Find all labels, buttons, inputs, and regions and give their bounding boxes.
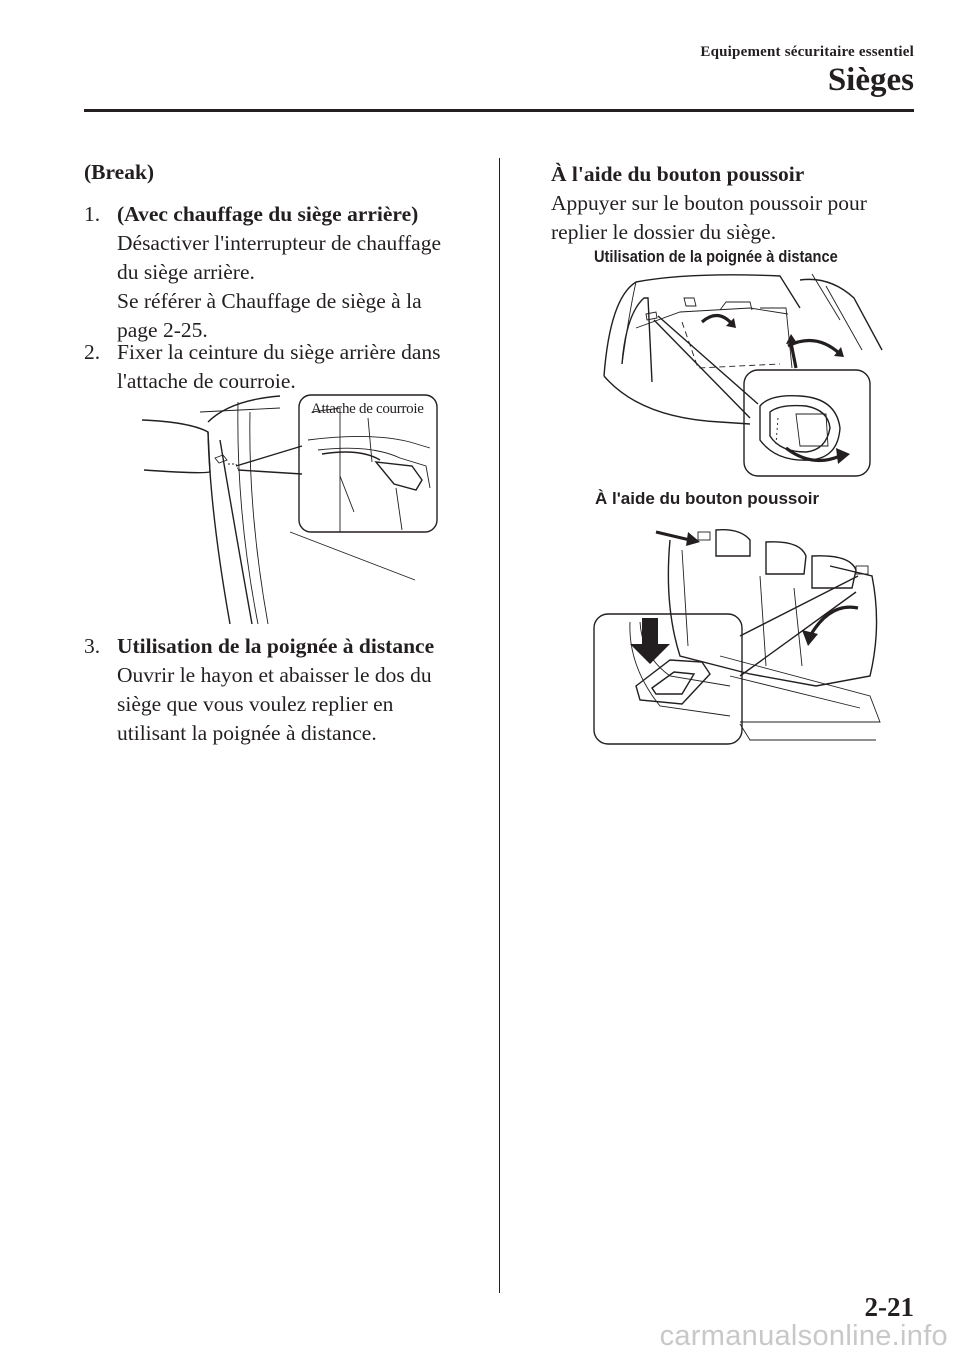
- column-divider: [499, 158, 500, 1293]
- page-number: 2-21: [864, 1292, 914, 1322]
- push-button-heading: À l'aide du bouton poussoir: [551, 162, 805, 186]
- remote-handle-illustration: [600, 268, 890, 480]
- step-2-number: 2.: [84, 340, 101, 364]
- step-1-line: Se référer à Chauffage de siège à la: [117, 289, 422, 313]
- step-1-line: du siège arrière.: [117, 260, 255, 284]
- step-3-number: 3.: [84, 634, 101, 658]
- belt-hook-callout: Attache de courroie: [311, 401, 424, 417]
- push-button-illustration: [590, 526, 890, 748]
- step-1-number: 1.: [84, 202, 101, 226]
- section-name: Equipement sécuritaire essentiel: [700, 44, 914, 60]
- push-button-caption: À l'aide du bouton poussoir: [595, 489, 820, 508]
- step-1-line: page 2-25.: [117, 318, 208, 342]
- step-3-line: utilisant la poignée à distance.: [117, 721, 377, 745]
- push-button-line: Appuyer sur le bouton poussoir pour: [551, 191, 867, 215]
- page-title: Sièges: [827, 62, 914, 98]
- step-3-title: Utilisation de la poignée à distance: [117, 634, 435, 658]
- step-2-line: l'attache de courroie.: [117, 369, 296, 393]
- step-1-title: (Avec chauffage du siège arrière): [117, 202, 419, 226]
- belt-hook-illustration: [140, 392, 450, 624]
- step-1-line: Désactiver l'interrupteur de chauffage: [117, 231, 442, 255]
- header-rule: [84, 109, 914, 112]
- break-heading: (Break): [84, 160, 155, 184]
- push-button-line: replier le dossier du siège.: [551, 220, 777, 244]
- step-3-line: Ouvrir le hayon et abaisser le dos du: [117, 663, 432, 687]
- step-3-line: siège que vous voulez replier en: [117, 692, 394, 716]
- step-2-line: Fixer la ceinture du siège arrière dans: [117, 340, 441, 364]
- remote-handle-caption: Utilisation de la poignée à distance: [594, 247, 838, 266]
- watermark: carmanualsonline.info: [659, 1320, 948, 1352]
